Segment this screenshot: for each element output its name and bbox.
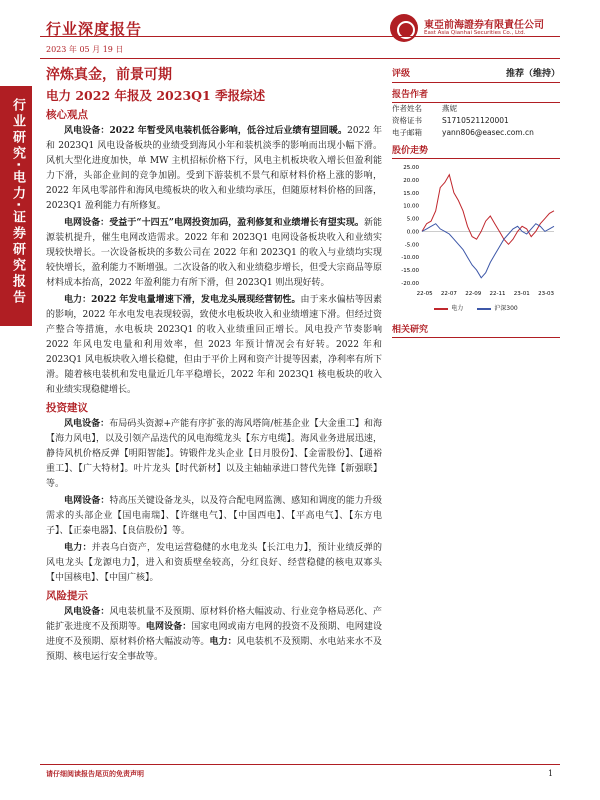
invest-paragraph: 电网设备：特高压关键设备龙头，以及符合配电网监测、感知和调度的能力升级需求的头部企业【国电南瑞】、【许继电气】、【中国西电】、【平高电气】、【东方电子】、【正泰电器】、【良信股份】等。 — [46, 496, 382, 536]
risk-heading: 风险提示 — [46, 590, 88, 602]
y-tick-label: -20.00 — [401, 281, 419, 287]
rating-row — [392, 64, 560, 83]
y-tick-label: -5.00 — [404, 242, 419, 249]
risk-paragraph: 风电设备：风电装机量不及预期、原材料价格大幅波动、行业竞争格局恶化、产能扩张进度不及预期等。电网设备：国家电网或南方电网的投资不及预期、电网建设进度不及预期、原材料价格大幅波动等。电力：风电装机不及预期、水电站来水不及预期、核电运行安全事故等。 — [46, 607, 382, 662]
trend-heading: 股价走势 — [392, 143, 560, 159]
company-logo — [390, 14, 560, 46]
analyst-row: 作者姓名 燕妮 — [392, 104, 457, 113]
y-tick-label: 20.00 — [403, 177, 419, 184]
legend-item: 电力 — [434, 303, 463, 312]
main-column — [46, 64, 382, 667]
logo-en-name: East Asia Qianhai Securities Co., Ltd. — [424, 30, 526, 36]
series-line-0 — [422, 175, 554, 245]
rating-value: 推荐（维持） — [505, 69, 560, 79]
x-tick-label: 22-07 — [440, 291, 457, 297]
header-divider — [40, 36, 560, 37]
invest-paragraph: 电力：并表乌白资产，发电运营稳健的水电龙头【长江电力】，预计业绩反弹的风电龙头【龙源电力】，进入和资质壁垒较高，分红良好、经营稳健的核电双寡头【中国核电】、【中国广核】。 — [46, 543, 382, 583]
y-tick-label: -15.00 — [401, 268, 419, 275]
series-line-1 — [422, 224, 554, 278]
x-tick-label: 23-01 — [513, 291, 530, 297]
x-tick-label: 22-05 — [416, 291, 433, 297]
y-tick-label: 25.00 — [403, 165, 419, 171]
price-trend-svg — [392, 161, 560, 299]
invest-paragraph: 风电设备：布局码头资源+产能有序扩张的海风塔筒/桩基企业【大金重工】和海【海力风电】，以及引领产品迭代的风电海缆龙头【东方电缆】。海风业务进展迅速，静待风机价格反弹【明阳智能】。铸锻件龙头企业【日月股份】、【金雷股份】、【通裕重工】、【广大特材】。叶片龙头【时代新材】以及主轴轴承进口替代先锋【新强联】等。 — [46, 419, 382, 489]
report-date: 2023 年 05 月 19 日 — [46, 45, 124, 54]
report-type-title: 行业深度报告 — [46, 20, 143, 38]
y-tick-label: 5.00 — [406, 216, 419, 223]
report-subtitle: 电力 2022 年报及 2023Q1 季报综述 — [46, 88, 266, 103]
page-number: 1 — [548, 769, 554, 778]
report-title: 淬炼真金，前景可期 — [46, 67, 172, 83]
logo-cn-name: 東亞前海證券有限責任公司 — [424, 20, 544, 31]
y-tick-label: 10.00 — [403, 203, 419, 210]
x-tick-label: 23-03 — [538, 291, 555, 297]
y-tick-label: -10.00 — [401, 255, 419, 262]
price-trend-chart — [392, 161, 560, 312]
analyst-row: 资格证书 S1710521120001 — [392, 116, 509, 125]
header-divider-2 — [40, 58, 560, 59]
logo-mark-icon — [390, 14, 418, 42]
rating-label: 评级 — [392, 69, 411, 79]
y-tick-label: 15.00 — [403, 190, 419, 197]
footer-divider — [40, 764, 560, 765]
core-paragraph: 电力：2022 年发电量增速下滑，发电龙头展现经营韧性。由于来水偏枯等因素的影响，2022 年水电发电表现较弱，致使水电板块收入和业绩增速下滑。但经过资产整合等措施，水电板块 2023Q1 的收入业绩重回正增长。风电投产节奏影响 2022 年风电发电量和利用效率，但 2023 年预计情况会有好转。2022 年和 2023Q1 风电板块收入增长稳健，但由于平价上网和资产计提等因素，净利率有所下滑。随着核电装机和发电量近几年平稳增长，2022 年和 2023Q1 核电板块的收入和业绩实现稳健增长。 — [46, 295, 382, 395]
disclaimer-note: 请仔细阅读报告尾页的免责声明 — [46, 769, 144, 778]
core-paragraph: 电网设备：受益于“十四五”电网投资加码，盈利修复和业绩增长有望实现。新能源装机提升，催生电网改造需求。2022 年和 2023Q1 电网设备板块收入和业绩实现较快增长。一次设备板块的多数公司在 2022 年和 2023Q1 的收入与业绩均实现较快增长，盈利能力不断增强。二次设备的收入和业绩稳步增长，但受大宗商品等原材料成本抬高，2022 年盈利能力有所下滑，但 2023Q1 则出现好转。 — [46, 218, 382, 288]
x-tick-label: 22-11 — [489, 291, 506, 297]
side-category-banner — [0, 86, 32, 326]
chart-legend — [392, 303, 560, 312]
core-paragraph: 风电设备：2022 年暂受风电装机低谷影响，低谷过后业绩有望回暖。2022 年和 2023Q1 风电设备板块的业绩受到海风小年和装机淡季的影响而出现小幅下滑。风机大型化进度加快，单 MW 主机招标价格下行，风电主机板块收入增长但盈利能力下滑，头部企业间的竞争加剧。受到下游装机不景气和原材料价格上涨的影响，2022 年风电零部件和海风电缆板块的收入和业绩均承压，但随原材料价格的回落，2023Q1 盈利能力有所修复。 — [46, 126, 383, 211]
y-tick-label: 0.00 — [406, 229, 419, 236]
right-sidebar — [392, 64, 560, 338]
core-view-heading: 核心观点 — [46, 109, 88, 121]
analyst-heading: 报告作者 — [392, 87, 560, 103]
x-tick-label: 22-09 — [465, 291, 482, 297]
analyst-row: 电子邮箱 yann806@easec.com.cn — [392, 128, 534, 137]
related-research-heading: 相关研究 — [392, 322, 560, 338]
legend-item: 沪深300 — [477, 303, 517, 312]
side-category-label: 行业研究·电力·证券研究报告 — [10, 98, 25, 306]
invest-heading: 投资建议 — [46, 402, 88, 414]
